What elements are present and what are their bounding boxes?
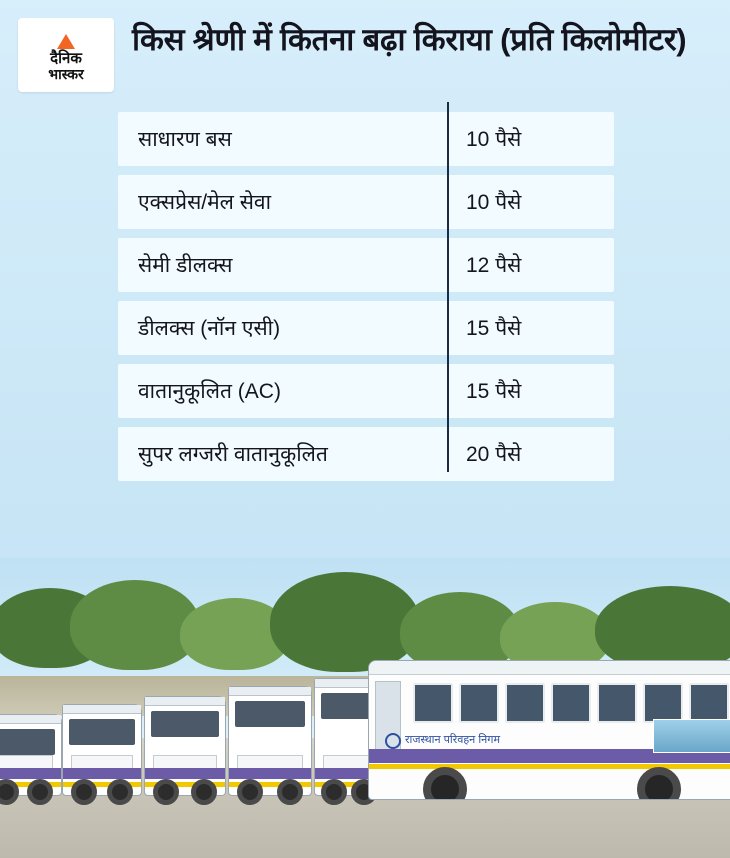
table-row [118, 301, 614, 355]
row-fare: 15 पैसे [466, 380, 522, 403]
table-row [118, 364, 614, 418]
table-row [118, 238, 614, 292]
fare-table [118, 112, 614, 481]
row-fare: 20 पैसे [466, 443, 522, 466]
row-fare: 10 पैसे [466, 191, 522, 214]
row-fare: 12 पैसे [466, 254, 522, 277]
brand-name-line2: भास्कर [48, 65, 84, 82]
operator-emblem-icon [385, 733, 401, 749]
row-category: डीलक्स (नॉन एसी) [138, 317, 281, 340]
row-fare: 10 पैसे [466, 128, 522, 151]
bus-depot-photo [0, 558, 730, 858]
row-category: एक्सप्रेस/मेल सेवा [138, 191, 272, 214]
row-category: सुपर लग्जरी वातानुकूलित [138, 443, 328, 466]
row-category: वातानुकूलित (AC) [138, 380, 281, 403]
row-fare: 15 पैसे [466, 317, 522, 340]
treeline [0, 558, 730, 668]
bus-front [62, 704, 142, 796]
bus-advertisement [653, 719, 730, 753]
brand-name-line1: दैनिक [50, 49, 82, 67]
bus-front [144, 696, 226, 796]
table-row [118, 175, 614, 229]
bus-operator-text: राजस्थान परिवहन निगम [405, 734, 501, 746]
row-category: सेमी डीलक्स [138, 254, 233, 277]
table-row [118, 427, 614, 481]
page-title: किस श्रेणी में कितना बढ़ा किराया (प्रति किलोमीटर) [132, 22, 687, 57]
brand-logo [18, 18, 114, 92]
bus-front [0, 714, 62, 796]
row-category: साधारण बस [138, 128, 232, 151]
table-row [118, 112, 614, 166]
bus-front [228, 686, 312, 796]
header [0, 0, 730, 96]
table-column-divider [447, 102, 449, 472]
bus-side-main [368, 660, 730, 800]
sun-triangle-icon [57, 34, 75, 49]
